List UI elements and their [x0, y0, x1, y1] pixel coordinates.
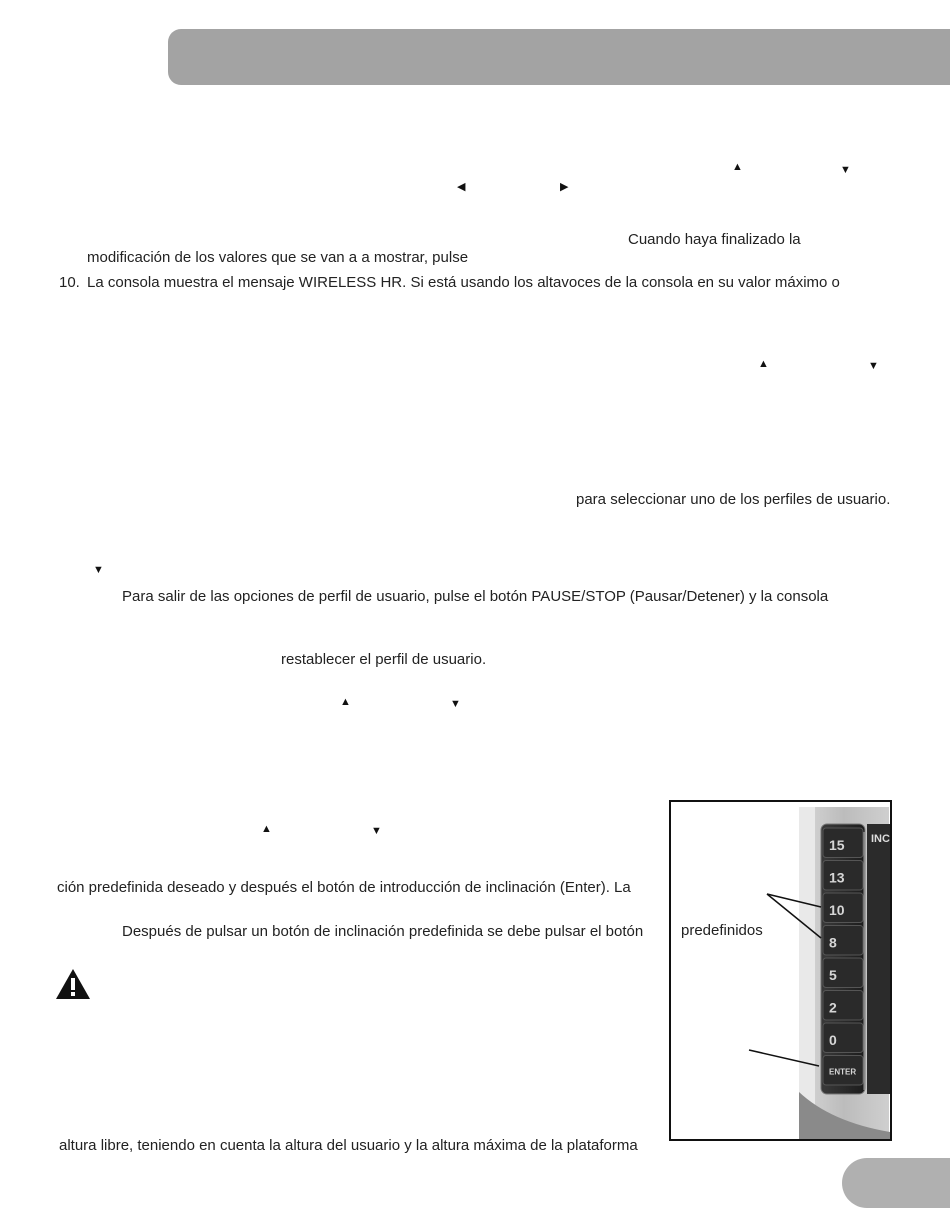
incline-keypad-figure	[669, 800, 892, 1141]
right-arrow-icon: ▶	[560, 181, 569, 193]
up-arrow-icon: ▲	[758, 358, 769, 370]
paragraph-line: altura libre, teniendo en cuenta la altura del usuario y la altura máxima de la plataforma	[59, 1137, 638, 1154]
page-number-tab	[842, 1158, 950, 1208]
figure-label: predefinidos	[681, 922, 763, 939]
down-arrow-icon: ▼	[450, 698, 461, 710]
down-arrow-icon: ▼	[840, 164, 851, 176]
up-arrow-icon: ▲	[261, 823, 272, 835]
down-arrow-icon: ▼	[93, 564, 104, 576]
paragraph-line: Para salir de las opciones de perfil de usuario, pulse el botón PAUSE/STOP (Pausar/Detener) y la consola	[122, 588, 829, 605]
keypad-button-label: 8	[829, 934, 837, 951]
left-arrow-icon: ◀	[457, 181, 466, 193]
keypad-button-label: 15	[829, 837, 845, 853]
down-arrow-icon: ▼	[868, 360, 879, 372]
incline-keypad-photo	[671, 802, 890, 1139]
section-header-bar	[168, 29, 950, 85]
keypad-button-label: 13	[829, 869, 845, 886]
paragraph-line: Después de pulsar un botón de inclinación predefinida se debe pulsar el botón	[122, 923, 644, 940]
keypad-button-label: 2	[829, 999, 837, 1016]
panel-heading-text: INC	[871, 833, 890, 845]
up-arrow-icon: ▲	[732, 161, 743, 173]
paragraph-line: ción predefinida deseado y después el botón de introducción de inclinación (Enter). La	[57, 879, 631, 896]
warning-icon	[55, 968, 91, 1000]
keypad-button-label: 0	[829, 1032, 837, 1048]
keypad-button-label: ENTER	[829, 1067, 857, 1077]
paragraph-line: restablecer el perfil de usuario.	[281, 651, 487, 668]
paragraph-line: Cuando haya finalizado la	[628, 231, 801, 248]
down-arrow-icon: ▼	[371, 825, 382, 837]
paragraph-line: La consola muestra el mensaje WIRELESS HR. Si está usando los altavoces de la consola en su valor máximo o	[87, 274, 840, 291]
paragraph-line: modificación de los valores que se van a a mostrar, pulse	[87, 249, 469, 266]
keypad-button-label: 5	[829, 967, 837, 983]
keypad-button-label: 10	[829, 902, 845, 918]
paragraph-line: para seleccionar uno de los perfiles de usuario.	[576, 491, 891, 508]
up-arrow-icon: ▲	[340, 696, 351, 708]
list-number: 10.	[59, 274, 80, 291]
